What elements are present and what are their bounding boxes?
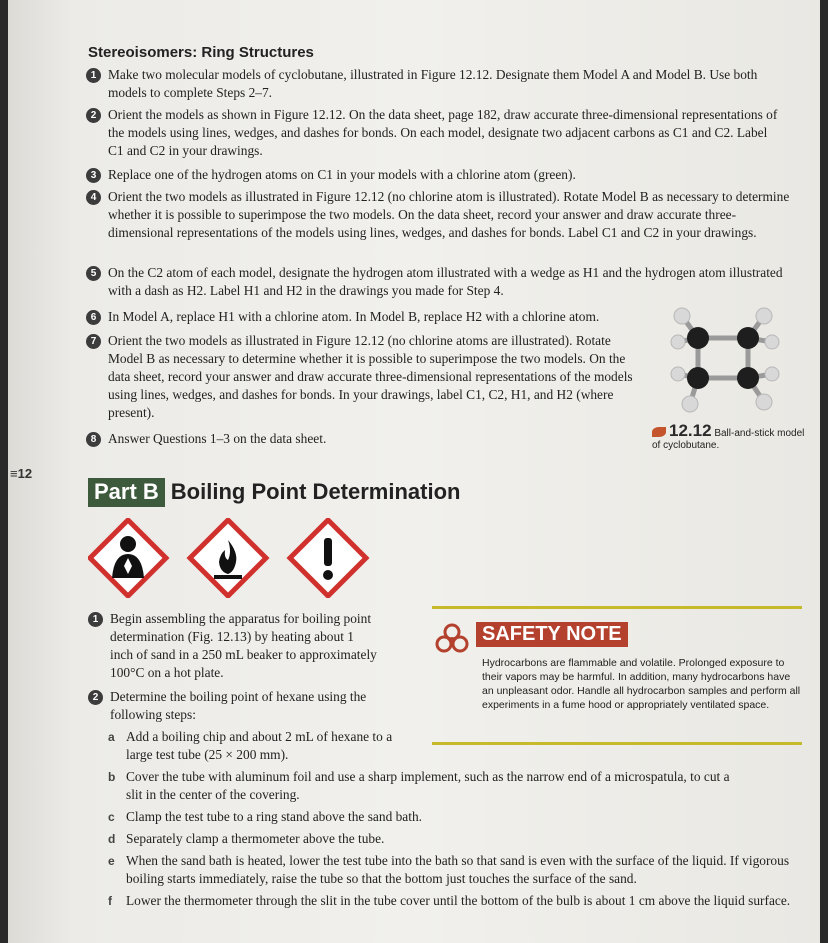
substep-a: a Add a boiling chip and about 2 mL of hexane to a large test tube (25 × 200 mm).	[108, 729, 393, 762]
leaf-icon	[652, 427, 666, 437]
flame-icon	[190, 520, 266, 596]
part-b-step-1: 1 Begin assembling the apparatus for boiling point determination (Fig. 12.13) by heating about 1 inch of sand in a 250 mL beaker to approximately 100°C on a hot plate.	[88, 610, 378, 682]
textbook-page	[8, 0, 820, 943]
part-b-title: Boiling Point Determination	[170, 479, 461, 504]
safety-note-heading: SAFETY NOTE	[434, 622, 628, 647]
substep-b: b Cover the tube with aluminum foil and use a sharp implement, such as the narrow end of a microspatula, to cut a slit in the center of the covering.	[108, 769, 730, 802]
health-hazard-icon	[90, 520, 166, 596]
hazard-pictograms	[88, 518, 378, 598]
biohazard-icon	[434, 622, 470, 654]
safety-bottom-rule	[432, 742, 802, 745]
substep-c: c Clamp the test tube to a ring stand above the sand bath.	[108, 809, 423, 824]
step-2: 2 Orient the models as shown in Figure 12.12. On the data sheet, page 182, draw accurate three-dimensional representations of the models using lines, wedges, and dashes for bonds. On each model, designate two adjacent carbons as C1 and C2. Label C1 and C2 in your drawings.	[86, 106, 786, 160]
figure-caption: 12.12 Ball-and-stick model of cyclobutane.	[652, 421, 805, 451]
step-6: 6 In Model A, replace H1 with a chlorine atom. In Model B, replace H2 with a chlorine atom.	[86, 308, 646, 326]
substep-d: d Separately clamp a thermometer above the tube.	[108, 831, 385, 846]
part-b-step-2: 2 Determine the boiling point of hexane using the following steps:	[88, 688, 398, 724]
section-title: Stereoisomers: Ring Structures	[88, 44, 314, 61]
step-1: 1 Make two molecular models of cyclobutane, illustrated in Figure 12.12. Designate them Model A and Model B. Use both models to complete Steps 2–7.	[86, 66, 776, 102]
cyclobutane-model-figure	[668, 298, 788, 418]
part-b-tag: Part B	[88, 478, 165, 507]
exclamation-icon	[290, 520, 366, 596]
safety-top-rule	[432, 606, 802, 609]
step-4: 4 Orient the two models as illustrated in Figure 12.12 (no chlorine atom is illustrated). Rotate Model B as necessary to determine whether it is possible to superimpose the two models. On the data sheet, record your answer and draw accurate three-dimensional representations of the models using lines, wedges, and dashes for bonds. Label C1 and C2 in your drawings.	[86, 188, 796, 242]
substep-e: e When the sand bath is heated, lower the test tube into the bath so that sand is even with the surface of the liquid. If vigorous boiling starts immediately, raise the tube so that the bottom just touches the surface of the sand.	[108, 853, 790, 886]
safety-note-text: Hydrocarbons are flammable and volatile. Prolonged exposure to their vapors may be harmful. In addition, many hydrocarbons have an unpleasant odor. Handle all hydrocarbon samples and perform all experiments in a fume hood or appropriately ventilated space.	[482, 657, 801, 711]
step-5: 5 On the C2 atom of each model, designate the hydrogen atom illustrated with a wedge as H1 and the hydrogen atom illustrated with a dash as H2. Label H1 and H2 in the drawings you made for Step 4.	[86, 264, 796, 300]
part-b-heading	[88, 478, 460, 507]
step-3: 3 Replace one of the hydrogen atoms on C1 in your models with a chlorine atom (green).	[86, 166, 786, 184]
substep-f: f Lower the thermometer through the slit in the tube cover until the bottom of the bulb is about 1 cm above the liquid surface.	[108, 893, 791, 908]
step-8: 8 Answer Questions 1–3 on the data sheet.	[86, 430, 646, 448]
step-7: 7 Orient the two models as illustrated in Figure 12.12 (no chlorine atoms are illustrated). Rotate Model B as necessary to determine whether it is possible to superimpose the two models. On the data sheet, record your answer and draw accurate three-dimensional representations of the models using lines, wedges, and dashes for bonds. In your drawings, label C1, C2, H1, and H2 (where present).	[86, 332, 646, 422]
chapter-margin-mark: ≡12	[10, 466, 33, 481]
